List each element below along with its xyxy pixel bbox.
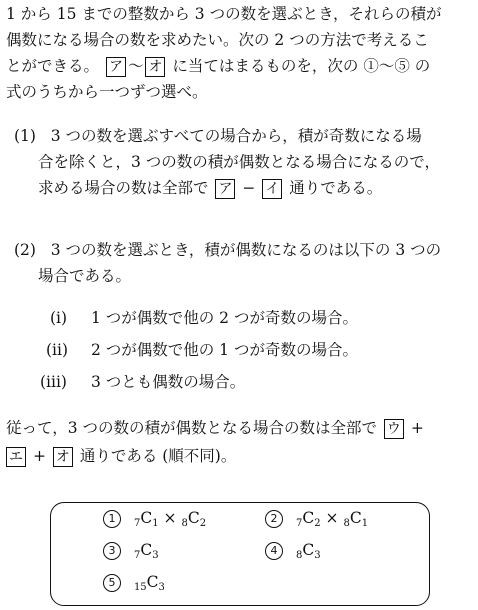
case-text: 1 つが偶数で他の 2 つが奇数の場合。 — [90, 309, 358, 327]
answer-box-a: ア — [106, 57, 126, 77]
choice-number: 5 — [103, 574, 121, 592]
combination-r: 1 — [152, 518, 159, 529]
combination-symbol: C — [302, 541, 315, 559]
choice-number: 1 — [103, 510, 121, 528]
combination-r: 3 — [158, 582, 165, 593]
case-text: 3 つとも偶数の場合。 — [90, 373, 246, 391]
answer-box-u: ウ — [384, 419, 404, 439]
part2-line-2: 場合である。 — [38, 267, 132, 285]
combination-symbol: C — [349, 509, 362, 527]
part1-text-3: 求める場合の数は全部で — [38, 179, 209, 197]
intro-line-4: 式のうちから一つずつ選べ。 — [6, 83, 208, 101]
part1-line-2: 合を除くと，3 つの数の積が偶数となる場合になるので， — [38, 153, 440, 171]
part2-number: (2) — [14, 241, 36, 259]
choice-4 — [265, 539, 321, 567]
answer-box-e: エ — [6, 447, 26, 467]
part1-text-3-end: 通りである。 — [289, 179, 383, 197]
combination-symbol: C — [302, 509, 315, 527]
answer-box-i: イ — [262, 179, 282, 199]
tilde: 〜 — [127, 57, 144, 75]
case-number: (iii) — [40, 373, 67, 391]
plus-sign: + — [32, 447, 46, 465]
combination-n: 7 — [295, 518, 303, 529]
intro-line-3 — [6, 54, 430, 78]
choice-2 — [265, 507, 368, 535]
part1-text-1: 3 つの数を選ぶすべての場合から，積が奇数になる場 — [50, 127, 422, 145]
choice-1 — [103, 507, 206, 535]
combination-n: 8 — [295, 550, 303, 561]
part2-line-1 — [14, 238, 441, 262]
choice-5 — [103, 571, 165, 599]
combination-r: 3 — [152, 550, 159, 561]
choice-number: 3 — [103, 542, 121, 560]
answer-box-a: ア — [215, 179, 235, 199]
choices-box — [50, 502, 430, 606]
combination-symbol: C — [140, 509, 153, 527]
conclusion-line-1 — [6, 416, 424, 440]
combination-symbol: C — [187, 509, 200, 527]
intro-line-2: 偶数になる場合の数を求めたい。次の 2 つの方法で考えるこ — [6, 31, 429, 49]
case-item — [40, 370, 245, 394]
combination-n: 7 — [133, 518, 141, 529]
choice-number: 4 — [265, 542, 283, 560]
combination-r: 3 — [314, 550, 321, 561]
answer-box-o: オ — [53, 447, 73, 467]
intro-line-3-rest: に当てはまるものを，次の ①〜⑤ の — [172, 57, 431, 75]
times-sign: × — [325, 509, 339, 527]
part1-line-1 — [14, 124, 422, 148]
choice-3 — [103, 539, 159, 567]
combination-n: 8 — [343, 518, 350, 529]
part2-text-1: 3 つの数を選ぶとき，積が偶数になるのは以下の 3 つの — [50, 241, 442, 259]
answer-box-o: オ — [145, 57, 165, 77]
combination-r: 1 — [361, 518, 369, 529]
part1-number: (1) — [14, 127, 36, 145]
intro-line-1: 1 から 15 までの整数から 3 つの数を選ぶとき，それらの積が — [6, 5, 442, 23]
combination-r: 2 — [314, 518, 321, 529]
plus-sign: + — [410, 419, 424, 437]
case-item — [46, 338, 358, 362]
combination-r: 2 — [199, 518, 207, 529]
conclusion-text-1: 従って，3 つの数の積が偶数となる場合の数は全部で — [6, 419, 377, 437]
times-sign: × — [163, 509, 177, 527]
combination-n: 8 — [181, 518, 188, 529]
part1-line-3 — [38, 176, 382, 200]
conclusion-text-2: 通りである (順不同)。 — [79, 447, 237, 465]
case-number: (i) — [50, 309, 68, 327]
choice-number: 2 — [265, 510, 283, 528]
combination-symbol: C — [140, 541, 153, 559]
combination-symbol: C — [146, 573, 159, 591]
case-number: (ii) — [46, 341, 69, 359]
intro-line-3-text: とができる。 — [6, 57, 100, 75]
case-text: 2 つが偶数で他の 1 つが奇数の場合。 — [90, 341, 358, 359]
minus-sign: − — [242, 179, 256, 197]
case-item — [50, 306, 358, 330]
conclusion-line-2 — [6, 444, 236, 468]
combination-n: 15 — [133, 582, 147, 593]
combination-n: 7 — [133, 550, 141, 561]
